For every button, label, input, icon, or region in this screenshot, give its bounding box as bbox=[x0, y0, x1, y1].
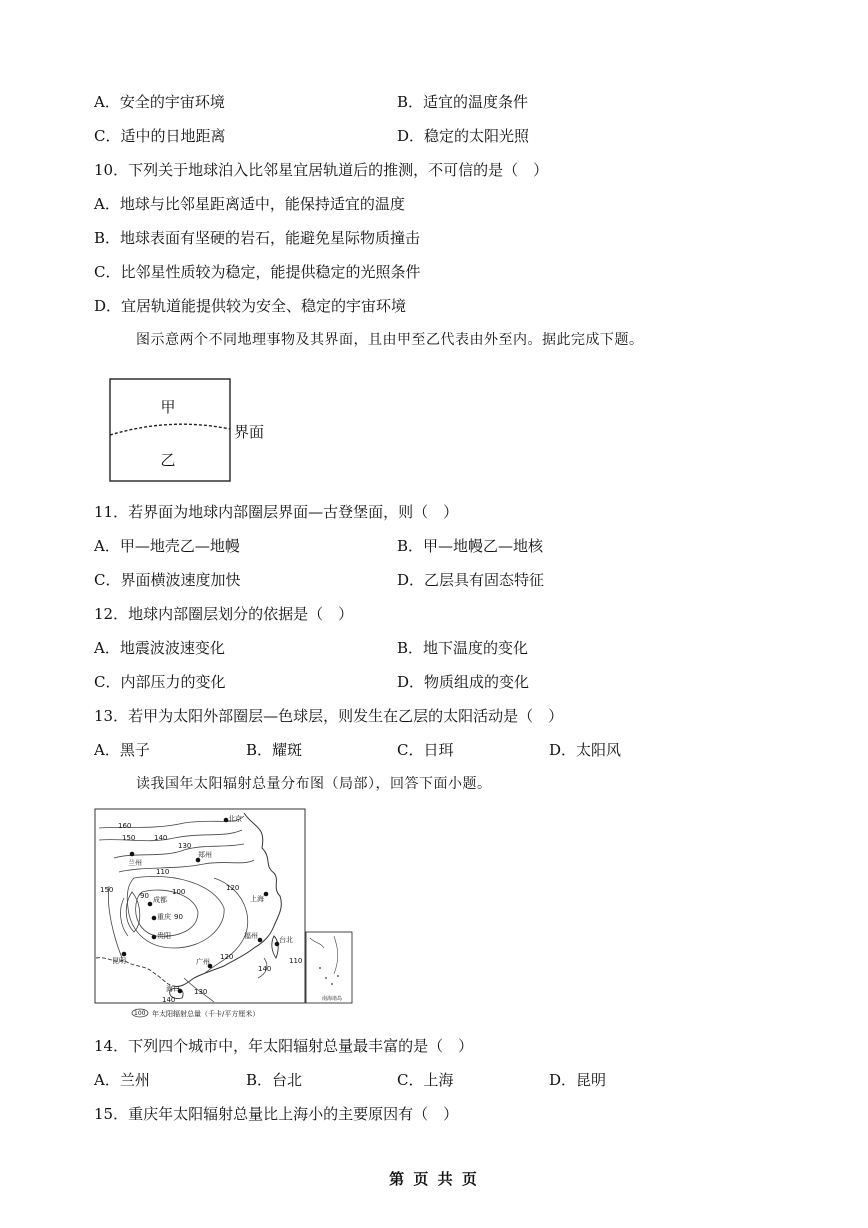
city-dot-chongqing bbox=[152, 916, 157, 921]
diagram-boundary-label: 界面 bbox=[234, 423, 265, 441]
solar-radiation-map bbox=[94, 808, 364, 1022]
city-dot-lanzhou bbox=[130, 852, 135, 857]
city-dot-fuzhou bbox=[258, 938, 263, 943]
q13-option-a: A．黑子 bbox=[94, 741, 150, 759]
city-label-fuzhou: 福州 bbox=[244, 932, 258, 940]
q14-stem: 14．下列四个城市中，年太阳辐射总量最丰富的是（ ） bbox=[94, 1037, 474, 1055]
isoline-value: 100 bbox=[172, 888, 186, 896]
q10-option-b: B．地球表面有坚硬的岩石，能避免星际物质撞击 bbox=[94, 229, 421, 247]
city-label-guangzhou: 广州 bbox=[196, 958, 210, 966]
city-label-zhengzhou: 郑州 bbox=[198, 851, 212, 859]
q12-option-d: D．物质组成的变化 bbox=[397, 673, 530, 691]
diagram-boundary-line bbox=[110, 424, 230, 435]
q13-option-b: B．耀斑 bbox=[246, 741, 303, 759]
q11-option-a: A．甲—地壳乙—地幔 bbox=[94, 537, 240, 555]
q9-option-b: B．适宜的温度条件 bbox=[397, 93, 529, 111]
isoline-value: 130 bbox=[194, 988, 208, 996]
intro-map: 读我国年太阳辐射总量分布图（局部），回答下面小题。 bbox=[136, 776, 492, 792]
city-label-guiyang: 贵阳 bbox=[157, 932, 171, 940]
city-label-shanghai: 上海 bbox=[250, 895, 264, 903]
q14-option-b: B．台北 bbox=[246, 1071, 303, 1089]
isoline-value: 110 bbox=[289, 957, 303, 965]
q10-option-c: C．比邻星性质较为稳定，能提供稳定的光照条件 bbox=[94, 263, 421, 281]
legend-text: 年太阳辐射总量（千卡/平方厘米） bbox=[152, 1010, 260, 1018]
isoline-value: 120 bbox=[220, 953, 234, 961]
city-label-kunming: 昆明 bbox=[112, 957, 126, 965]
q13-option-d: D．太阳风 bbox=[549, 741, 622, 759]
q11-option-c: C．界面横波速度加快 bbox=[94, 571, 241, 589]
city-dot-shanghai bbox=[264, 892, 269, 897]
q13-option-c: C．日珥 bbox=[397, 741, 454, 759]
isoline-value: 150 bbox=[100, 886, 114, 894]
q12-option-b: B．地下温度的变化 bbox=[397, 639, 529, 657]
city-label-chongqing: 重庆 bbox=[157, 913, 171, 921]
q11-option-d: D．乙层具有固态特征 bbox=[397, 571, 545, 589]
q10-option-a: A．地球与比邻星距离适中，能保持适宜的温度 bbox=[94, 195, 405, 213]
q14-option-d: D．昆明 bbox=[549, 1071, 607, 1089]
isoline-value: 150 bbox=[122, 834, 136, 842]
q13-stem: 13．若甲为太阳外部圈层—色球层，则发生在乙层的太阳活动是（ ） bbox=[94, 707, 564, 725]
page-footer: 第 页 共 页 bbox=[389, 1170, 479, 1188]
isoline-value: 110 bbox=[156, 868, 170, 876]
q15-stem: 15．重庆年太阳辐射总量比上海小的主要原因有（ ） bbox=[94, 1105, 459, 1123]
city-label-lanzhou: 兰州 bbox=[128, 859, 142, 867]
isoline-value: 140 bbox=[154, 834, 168, 842]
q14-option-c: C．上海 bbox=[397, 1071, 454, 1089]
intro-diagram: 图示意两个不同地理事物及其界面，且由甲至乙代表由外至内。据此完成下题。 bbox=[136, 332, 644, 348]
isoline-value: 90 bbox=[174, 913, 183, 921]
city-dot-guiyang bbox=[152, 935, 157, 940]
isoline-value: 130 bbox=[178, 842, 192, 850]
isoline-value: 160 bbox=[118, 822, 132, 830]
q14-option-a: A．兰州 bbox=[94, 1071, 150, 1089]
q10-option-d: D．宜居轨道能提供较为安全、稳定的宇宙环境 bbox=[94, 297, 407, 315]
legend-value: 100 bbox=[134, 1010, 146, 1017]
q9-option-a: A．安全的宇宙环境 bbox=[94, 93, 225, 111]
city-label-haikou: 海口 bbox=[166, 985, 180, 993]
q12-option-a: A．地震波波速变化 bbox=[94, 639, 225, 657]
city-dot-kunming bbox=[122, 952, 127, 957]
diagram-top-label: 甲 bbox=[160, 398, 176, 416]
q12-option-c: C．内部压力的变化 bbox=[94, 673, 226, 691]
q11-stem: 11．若界面为地球内部圈层界面—古登堡面，则（ ） bbox=[94, 503, 459, 521]
isoline-value: 140 bbox=[258, 965, 272, 973]
q11-option-b: B．甲—地幔乙—地核 bbox=[397, 537, 544, 555]
q10-stem: 10．下列关于地球泊入比邻星宜居轨道后的推测，不可信的是（ ） bbox=[94, 161, 549, 179]
diagram-bottom-label: 乙 bbox=[160, 451, 176, 469]
city-dot-chengdu bbox=[148, 902, 153, 907]
q9-option-d: D．稳定的太阳光照 bbox=[397, 127, 530, 145]
isoline-value: 90 bbox=[140, 892, 149, 900]
boundary-diagram bbox=[108, 377, 278, 485]
city-label-beijing: 北京 bbox=[228, 815, 242, 823]
isoline-value: 120 bbox=[226, 884, 240, 892]
q12-stem: 12．地球内部圈层划分的依据是（ ） bbox=[94, 605, 354, 623]
inset-label: 南海诸岛 bbox=[322, 996, 343, 1002]
south-sea-inset bbox=[306, 932, 352, 1003]
q9-option-c: C．适中的日地距离 bbox=[94, 127, 226, 145]
city-label-taibei: 台北 bbox=[279, 936, 293, 944]
isoline-value: 140 bbox=[162, 996, 176, 1004]
city-label-chengdu: 成都 bbox=[153, 896, 167, 904]
